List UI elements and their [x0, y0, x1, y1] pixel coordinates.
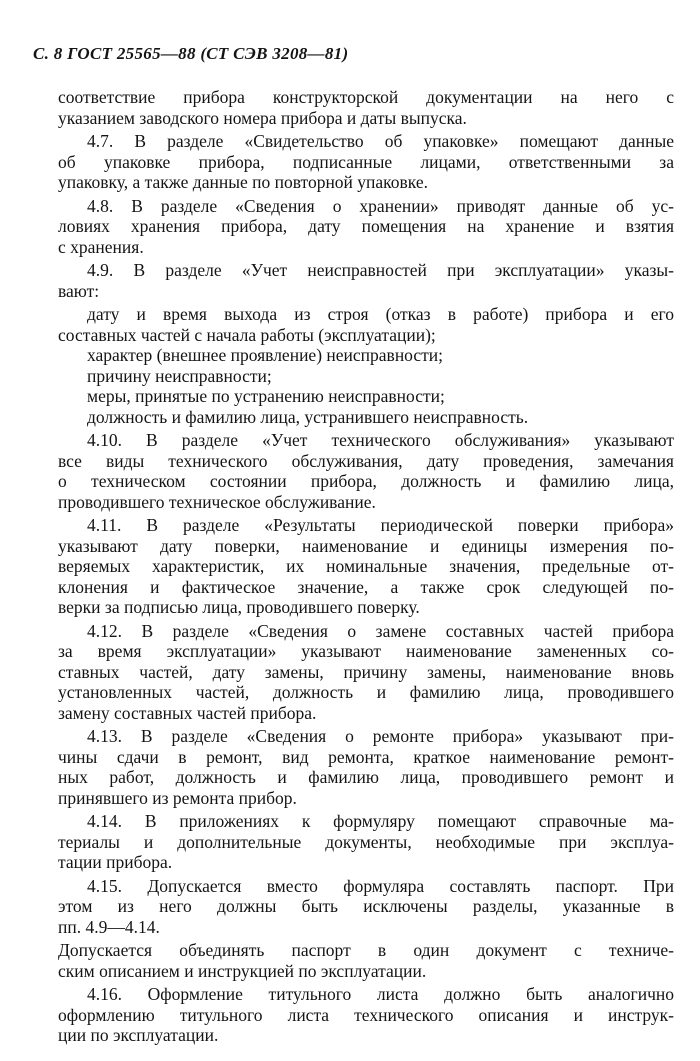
text-line: с хранения.: [58, 236, 144, 257]
text-line: ных работ, должность и фамилию лица, проводившего ремонт и: [58, 767, 674, 787]
text-line: териалы и дополнительные документы, необходимые при эксплуа-: [58, 831, 674, 852]
text-line: причину неисправности;: [87, 365, 272, 386]
text-line: об упаковке прибора, подписанные лицами, ответственными за: [58, 151, 674, 172]
text-line: верки за подписью лица, проводившего поверку.: [58, 597, 420, 617]
paragraph: [58, 196, 674, 258]
text-line: о техническом состоянии прибора, должность и фамилию лица,: [58, 471, 674, 491]
text-line: 4.8. В разделе «Сведения о хранении» приводят данные об ус-: [87, 195, 674, 216]
text-line: составных частей с начала работы (эксплуатации);: [58, 324, 436, 345]
text-line: указанием заводского номера прибора и даты выпуска.: [58, 107, 467, 128]
paragraph: [58, 260, 674, 301]
paragraph: [58, 726, 674, 808]
text-line: 4.11. В разделе «Результаты периодической поверки прибора»: [87, 515, 674, 535]
paragraph: [58, 131, 674, 193]
text-line: вают:: [58, 280, 100, 301]
paragraph: [58, 407, 674, 428]
text-line: 4.9. В разделе «Учет неисправностей при эксплуатации» указы-: [87, 260, 674, 280]
text-line: соответствие прибора конструкторской документации на него с: [58, 87, 674, 107]
text-line: ловиях хранения прибора, дату помещения на хранение и взятия: [58, 216, 674, 236]
text-line: все виды технического обслуживания, дату проведения, замечания: [58, 450, 674, 471]
text-line: 4.13. В разделе «Сведения о ремонте прибора» указывают при-: [87, 726, 674, 746]
text-line: 4.12. В разделе «Сведения о замене составных частей прибора: [87, 620, 674, 641]
text-line: проводившего техническое обслуживание.: [58, 491, 376, 512]
text-line: 4.15. Допускается вместо формуляра составлять паспорт. При: [87, 875, 674, 896]
text-line: оформлению титульного листа технического описания и инструк-: [58, 1004, 674, 1025]
text-line: характер (внешнее проявление) неисправности;: [87, 345, 444, 365]
text-line: ставных частей, дату замены, причину замены, наименование вновь: [58, 661, 674, 682]
text-line: тации прибора.: [58, 852, 173, 872]
text-line: упаковку, а также данные по повторной упаковке.: [58, 172, 429, 192]
text-line: пп. 4.9—4.14.: [58, 916, 160, 937]
text-line: Допускается объединять паспорт в один документ с техниче-: [58, 940, 674, 960]
paragraph: [58, 366, 674, 387]
paragraph: [58, 345, 674, 366]
text-line: чины сдачи в ремонт, вид ремонта, краткое наименование ремонт-: [58, 746, 674, 767]
page-header: С. 8 ГОСТ 25565—88 (СТ СЭВ 3208—81): [33, 44, 349, 63]
text-line: 4.16. Оформление титульного листа должно быть аналогично: [87, 984, 674, 1004]
paragraph: [58, 430, 674, 512]
paragraph: [58, 811, 674, 873]
text-line: этом из него должны быть исключены разделы, указанные в: [58, 896, 674, 916]
text-line: замену составных частей прибора.: [58, 702, 317, 723]
paragraph: [58, 386, 674, 407]
text-line: должность и фамилию лица, устранившего неисправность.: [87, 406, 529, 427]
text-line: 4.10. В разделе «Учет технического обслуживания» указывают: [87, 430, 674, 450]
text-line: установленных частей, должность и фамилию лица, проводившего: [58, 682, 674, 702]
text-line: меры, принятые по устранению неисправности;: [87, 386, 445, 406]
text-line: 4.14. В приложениях к формуляру помещают справочные ма-: [87, 811, 674, 831]
document-body: [58, 87, 674, 1046]
text-line: дату и время выхода из строя (отказ в работе) прибора и его: [87, 304, 674, 324]
text-line: клонения и фактическое значение, а также срок следующей по-: [58, 576, 674, 597]
paragraph: [58, 876, 674, 938]
text-line: указывают дату поверки, наименование и единицы измерения по-: [58, 535, 674, 556]
paragraph: [58, 621, 674, 724]
paragraph: [58, 984, 674, 1046]
paragraph: [58, 940, 674, 981]
paragraph: [58, 87, 674, 128]
paragraph: [58, 515, 674, 618]
text-line: за время эксплуатации» указывают наименование замененных со-: [58, 641, 674, 661]
text-line: 4.7. В разделе «Свидетельство об упаковке» помещают данные: [87, 131, 674, 151]
text-line: принявшего из ремонта прибор.: [58, 787, 297, 808]
text-line: веряемых характеристик, их номинальные значения, предельные от-: [58, 556, 674, 576]
paragraph: [58, 304, 674, 345]
text-line: ции по эксплуатации.: [58, 1025, 219, 1045]
text-line: ским описанием и инструкцией по эксплуатации.: [58, 960, 427, 981]
